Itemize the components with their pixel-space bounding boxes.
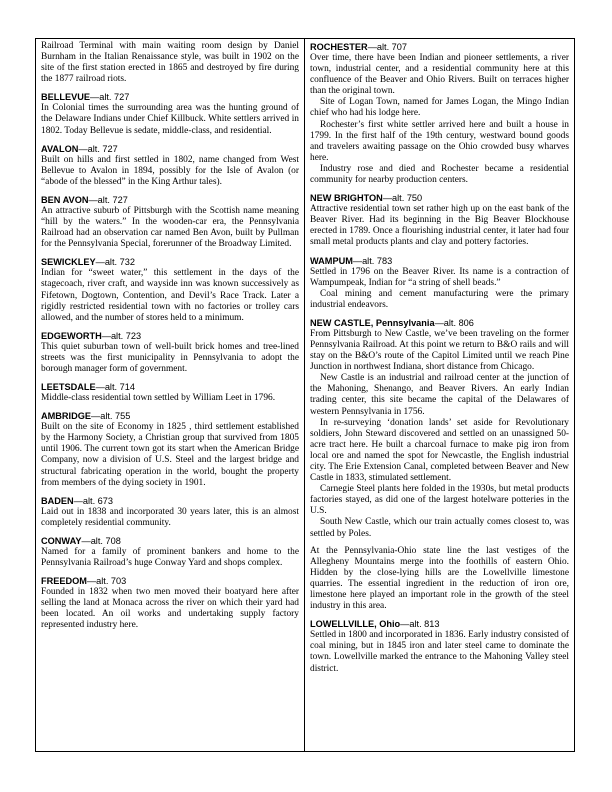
paragraph: In re-surveying ‘donation lands’ set aside for Revolutionary soldiers, John Steward discovered and settled on an unassigned 50-acre tract here. He built a charcoal furnace to make pig iron from local ore and named the spot for Newcastle, the English industrial city. The Erie Extension Canal, completed between Beaver and New Castle in 1833, stimulated settlement. bbox=[310, 417, 569, 484]
town-name: NEW BRIGHTON bbox=[310, 193, 383, 204]
paragraph: Carnegie Steel plants here folded in the 1930s, but metal products factories stayed, as did one of the largest hotelware potteries in the U.S. bbox=[310, 484, 569, 517]
altitude: —alt. 703 bbox=[86, 576, 127, 587]
altitude: —alt. 723 bbox=[101, 330, 142, 341]
town-name: EDGEWORTH bbox=[41, 330, 102, 341]
town-name: CONWAY bbox=[41, 535, 82, 546]
town-name: AMBRIDGE bbox=[41, 411, 92, 422]
town-name: BADEN bbox=[41, 495, 74, 506]
paragraph: Over time, there have been Indian and pioneer settlements, a river town, industrial center, and a residential community here at this confluence of the Beaver and Ohio Rivers. Built on terraces higher than the original town. bbox=[310, 53, 569, 97]
town-entry-wampum bbox=[310, 255, 569, 311]
town-entry-lowellville-ohio bbox=[310, 618, 569, 674]
town-heading bbox=[310, 255, 569, 267]
paragraph: Coal mining and cement manufacturing were the primary industrial endeavors. bbox=[310, 288, 569, 310]
town-entry-avalon bbox=[41, 143, 299, 188]
altitude: —alt. 755 bbox=[91, 411, 131, 422]
paragraph: Attractive residential town set rather high up on the east bank of the Beaver River. Had its beginning in the Big Beaver Blockhouse erected in 1789. Once a flourishing industrial center, it later had four small metal products plants and clay and pottery factories. bbox=[310, 204, 569, 248]
town-heading bbox=[310, 192, 569, 204]
town-entry-new-brighton bbox=[310, 192, 569, 248]
paragraph: In Colonial times the surrounding area was the hunting ground of the Delaware Indians under Chief Killbuck. White settlers arrived in 1802. Today Bellevue is sedate, middle-class, and residential. bbox=[41, 103, 299, 136]
paragraph: From Pittsburgh to New Castle, we’ve been traveling on the former Pennsylvania Railroad. At this point we return to B&O rails and will stay on the B&O’s route of the Capitol Limited until we reach Pine Junction in northwest Indiana, short distance from Chicago. bbox=[310, 328, 569, 373]
town-name: ROCHESTER bbox=[310, 42, 368, 52]
paragraph: Indian for “sweet water,” this settlement in the days of the stagecoach, river craft, and wayside inn was known successively as Fifetown, Dogtown, Contention, and Devil’s Race Track. Later a rigidly restricted residential town with no factories or trolley cars allowed, and the number of stores held to a minimum. bbox=[41, 268, 299, 323]
altitude: —alt. 708 bbox=[81, 535, 121, 546]
town-entry-baden bbox=[41, 495, 299, 529]
paragraph: Built on hills and first settled in 1802, name changed from West Bellevue to Avalon in 1894, possibly for the Isle of Avalon (or “abode of the blessed” in the King Arthur tales). bbox=[41, 154, 299, 187]
town-heading bbox=[41, 330, 299, 342]
altitude: —alt. 732 bbox=[95, 257, 135, 268]
town-heading bbox=[41, 575, 299, 587]
town-entry-sewickley bbox=[41, 256, 299, 323]
town-entry-freedom bbox=[41, 575, 299, 631]
paragraph: Laid out in 1838 and incorporated 30 years later, this is an almost completely residential community. bbox=[41, 506, 299, 528]
town-entry-untitled bbox=[310, 546, 569, 613]
left-column bbox=[36, 39, 305, 751]
paragraph: Site of Logan Town, named for James Logan, the Mingo Indian chief who had his lodge here. bbox=[310, 97, 569, 119]
continued-intro bbox=[41, 41, 299, 85]
town-name: SEWICKLEY bbox=[41, 257, 96, 268]
town-entry-new-castle-pennsylvania bbox=[310, 317, 569, 540]
town-name: AVALON bbox=[41, 143, 79, 154]
town-heading bbox=[41, 381, 299, 393]
paragraph: Railroad Terminal with main waiting room design by Daniel Burnham in the Italian Renaissance style, was built in 1902 on the site of the first station erected in 1865 and destroyed by fire during the 1877 railroad riots. bbox=[41, 41, 299, 85]
paragraph: Built on the site of Economy in 1825 , third settlement established by the Harmony Society, a Christian group that survived from 1805 until 1906. The current town got its start when the American Bridge Company, now a division of U.S. Steel and the largest bridge and structural fabricating operation in the world, bought the property from members of the dying society in 1901. bbox=[41, 422, 299, 488]
paragraph: Settled in 1796 on the Beaver River. Its name is a contraction of Wampumpeak, Indian for “a string of shell beads.” bbox=[310, 266, 569, 288]
town-entry-leetsdale bbox=[41, 381, 299, 404]
town-name: LEETSDALE bbox=[41, 382, 96, 393]
town-name: LOWELLVILLE, Ohio bbox=[310, 619, 401, 630]
altitude: —alt. 707 bbox=[367, 42, 408, 52]
paragraph: South New Castle, which our train actually comes closest to, was settled by Poles. bbox=[310, 517, 569, 539]
town-name: FREEDOM bbox=[41, 576, 87, 587]
paragraph: Rochester’s first white settler arrived here and built a house in 1799. In the first half of the 19th century, westward bound goods and travelers awaiting passage on the Ohio crowded busy wharves here. bbox=[310, 119, 569, 163]
town-heading bbox=[310, 618, 569, 630]
altitude: —alt. 727 bbox=[78, 143, 118, 154]
altitude: —alt. 727 bbox=[88, 194, 128, 205]
paragraph: New Castle is an industrial and railroad center at the junction of the Mahoning, Shenango, and Beaver Rivers. An early Indian trading center, this site became the capital of the Delawares of western Pennsylvania in 1756. bbox=[310, 373, 569, 417]
town-heading bbox=[41, 535, 299, 547]
town-heading bbox=[41, 91, 299, 103]
town-heading bbox=[41, 410, 299, 422]
town-name: NEW CASTLE, Pennsylvania bbox=[310, 317, 435, 328]
altitude: —alt. 714 bbox=[95, 382, 135, 393]
altitude: —alt. 813 bbox=[400, 619, 440, 630]
town-heading bbox=[310, 41, 569, 53]
town-heading bbox=[41, 495, 299, 507]
town-entry-ambridge bbox=[41, 410, 299, 489]
altitude: —alt. 727 bbox=[90, 92, 130, 103]
paragraph: At the Pennsylvania-Ohio state line the last vestiges of the Allegheny Mountains merge into the foothills of eastern Ohio. Hidden by the close-lying hills are the Lowellville limestone quarries. The essential ingredient in the reduction of iron ore, limestone here played an important role in the growth of the steel industry in this area. bbox=[310, 545, 569, 612]
town-name: BELLEVUE bbox=[41, 92, 91, 103]
town-heading bbox=[41, 256, 299, 268]
page-frame bbox=[35, 38, 575, 752]
town-name: BEN AVON bbox=[41, 194, 89, 205]
town-heading bbox=[41, 194, 299, 206]
paragraph: Industry rose and died and Rochester became a residential community for nearby production centers. bbox=[310, 163, 569, 186]
altitude: —alt. 750 bbox=[382, 193, 423, 204]
town-entry-bellevue bbox=[41, 91, 299, 136]
town-entry-conway bbox=[41, 535, 299, 569]
town-entry-ben-avon bbox=[41, 194, 299, 250]
paragraph: An attractive suburb of Pittsburgh with the Scottish name meaning “hill by the waters.” In the wooden-car era, the Pennsylvania Railroad had an observation car named Ben Avon, built by Pullman for the Pennsylvania Special, forerunner of the Broadway Limited. bbox=[41, 205, 299, 250]
town-heading bbox=[310, 317, 569, 329]
paragraph: This quiet suburban town of well-built brick homes and tree-lined streets was the first municipality in Pennsylvania to adopt the borough manager form of government. bbox=[41, 341, 299, 374]
paragraph: Middle-class residential town settled by William Leet in 1796. bbox=[41, 393, 276, 404]
altitude: —alt. 673 bbox=[73, 495, 113, 506]
altitude: —alt. 806 bbox=[434, 317, 474, 328]
altitude: —alt. 783 bbox=[352, 255, 393, 266]
town-entry-edgeworth bbox=[41, 330, 299, 375]
paragraph: Founded in 1832 when two men moved their boatyard here after selling the land at Monaca across the river on which their yard had been located. An oil works and undertaking supply factory represented industry here. bbox=[41, 587, 299, 631]
town-heading bbox=[41, 143, 299, 155]
paragraph: Settled in 1800 and incorporated in 1836. Early industry consisted of coal mining, but in 1845 iron and later steel came to dominate the town. Lowellville marked the entrance to the Mahoning Valley steel district. bbox=[310, 630, 569, 674]
right-column bbox=[305, 39, 574, 751]
town-name: WAMPUM bbox=[310, 255, 353, 266]
town-entry-rochester bbox=[310, 41, 569, 186]
paragraph: Named for a family of prominent bankers and home to the Pennsylvania Railroad’s huge Conway Yard and shops complex. bbox=[41, 546, 299, 568]
